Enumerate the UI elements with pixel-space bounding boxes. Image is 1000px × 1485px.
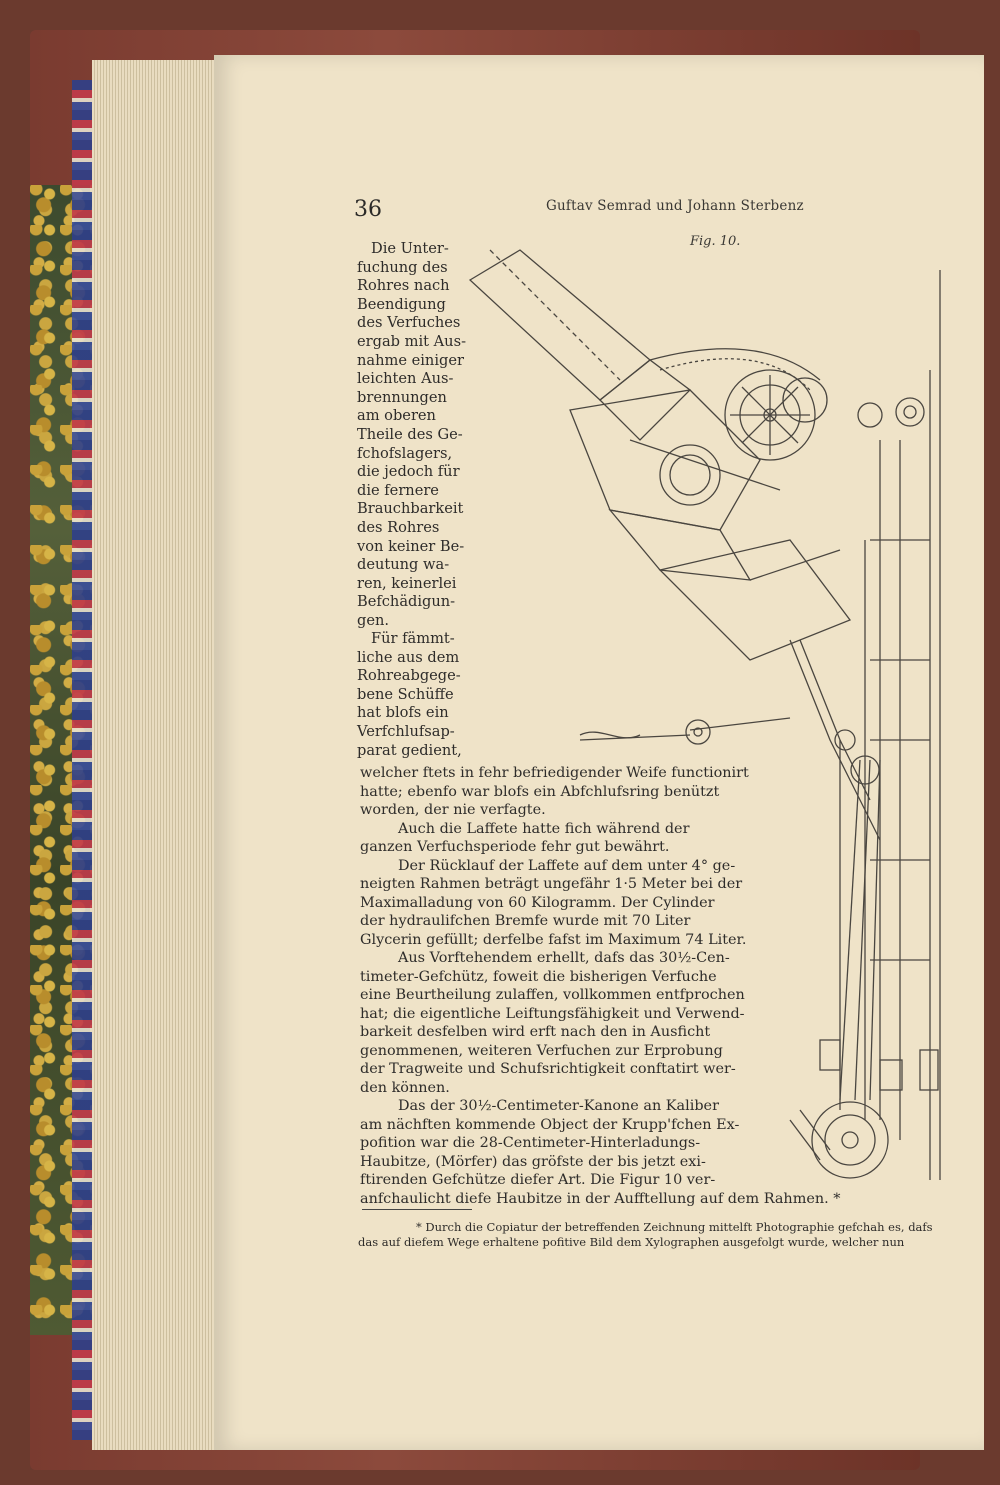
footnote-rule — [362, 1209, 472, 1210]
body-text-line: Aus Vorftehendem erhellt, dafs das 30½-Cen- — [398, 950, 730, 966]
body-text-line: pofition war die 28-Centimeter-Hinterladungs- — [360, 1135, 701, 1151]
column-text-line: des Verfuches — [357, 314, 461, 332]
column-text-line: fchofslagers, — [357, 444, 453, 462]
column-text-line: brennungen — [357, 388, 447, 406]
column-text-line: leichten Aus- — [357, 370, 454, 388]
body-text-line: worden, der nie verfagte. — [360, 802, 546, 818]
column-text-line: deutung wa- — [357, 556, 450, 574]
body-text-line: Auch die Laffete hatte fich während der — [398, 820, 690, 837]
narrow-column-paragraph-2 — [357, 630, 462, 760]
body-text-line: hat; die eigentliche Leiftungsfähigkeit und Verwend- — [360, 1005, 745, 1022]
column-text-line: hat blofs ein — [357, 704, 449, 722]
body-text-line: Glycerin gefüllt; derfelbe fafst im Maximum 74 Liter. — [360, 931, 747, 948]
column-text-line: des Rohres — [357, 518, 440, 536]
column-text-line: Für fämmt- — [371, 630, 455, 647]
column-text-line: nahme einiger — [357, 351, 464, 369]
body-text-line: genommenen, weiteren Verfuchen zur Erprobung — [360, 1042, 723, 1059]
column-text-line: am oberen — [357, 407, 436, 425]
column-text-line: Rohreabgege- — [357, 667, 461, 685]
column-text-line: Die Unter- — [371, 240, 449, 257]
body-text-line: anfchaulicht diefe Haubitze in der Aufftellung auf dem Rahmen. * — [360, 1190, 841, 1207]
body-text-line: ftirenden Gefchütze diefer Art. Die Figur 10 ver- — [360, 1172, 716, 1188]
figure-label: Fig. 10. — [690, 234, 741, 249]
body-text-line: timeter-Gefchütz, foweit die bisherigen Verfuche — [360, 968, 717, 985]
body-text-line: am nächften kommende Object der Krupp'fchen Ex- — [360, 1116, 740, 1133]
column-text-line: Befchädigun- — [357, 593, 456, 611]
page-stack-edge — [92, 60, 222, 1450]
column-text-line: liche aus dem — [357, 648, 460, 666]
column-text-line: von keiner Be- — [357, 537, 465, 555]
page-number: 36 — [354, 197, 382, 222]
column-text-line: die jedoch für — [357, 463, 460, 481]
body-text-line: neigten Rahmen beträgt ungefähr 1·5 Meter bei der — [360, 876, 743, 892]
body-text-line: Der Rücklauf der Laffete auf dem unter 4° ge- — [398, 857, 736, 874]
narrow-column-paragraph-1 — [357, 240, 466, 630]
column-text-line: parat gedient, — [357, 741, 462, 759]
body-text-line: eine Beurtheilung zulaffen, vollkommen entfprochen — [360, 987, 745, 1003]
column-text-line: Rohres nach — [357, 277, 450, 295]
howitzer-engraving — [460, 240, 970, 1190]
column-text-line: fuchung des — [357, 258, 448, 276]
body-text-line: hatte; ebenfo war blofs ein Abfchlufsring benützt — [360, 783, 720, 800]
column-text-line: Brauchbarkeit — [357, 500, 464, 518]
column-text-line: ergab mit Aus- — [357, 332, 467, 350]
column-text-line: die fernere — [357, 481, 439, 499]
footnote-line: das auf diefem Wege erhaltene pofitive Bild dem Xylographen ausgefolgt wurde, welcher nun — [358, 1235, 905, 1249]
column-text-line: Theile des Ge- — [357, 425, 463, 443]
column-text-line: Beendigung — [357, 295, 446, 313]
running-header: Guftav Semrad und Johann Sterbenz — [546, 198, 804, 214]
body-text-line: welcher ftets in fehr befriedigender Weife functionirt — [360, 765, 749, 781]
footnote — [358, 1220, 933, 1250]
body-text-line: Das der 30½-Centimeter-Kanone an Kaliber — [398, 1098, 719, 1114]
footnote-line: * Durch die Copiatur der betreffenden Zeichnung mittelft Photographie gefchah es, dafs — [416, 1220, 933, 1234]
body-text-line: der Tragweite und Schufsrichtigkeit conftatirt wer- — [360, 1061, 736, 1077]
body-text-line: Maximalladung von 60 Kilogramm. Der Cylinder — [360, 894, 715, 911]
column-text-line: Verfchlufsap- — [357, 722, 455, 740]
column-text-line: ren, keinerlei — [357, 574, 457, 592]
column-text-line: bene Schüffe — [357, 685, 454, 703]
body-text-line: Haubitze, (Mörfer) das gröfste der bis jetzt exi- — [360, 1153, 706, 1170]
body-text-line: barkeit desfelben wird erft nach den in Ausficht — [360, 1024, 711, 1040]
body-text-line: ganzen Verfuchsperiode fehr gut bewährt. — [360, 839, 670, 855]
body-text-line: den können. — [360, 1079, 450, 1096]
body-text-line: der hydraulifchen Bremfe wurde mit 70 Liter — [360, 913, 691, 929]
column-text-line: gen. — [357, 611, 390, 629]
